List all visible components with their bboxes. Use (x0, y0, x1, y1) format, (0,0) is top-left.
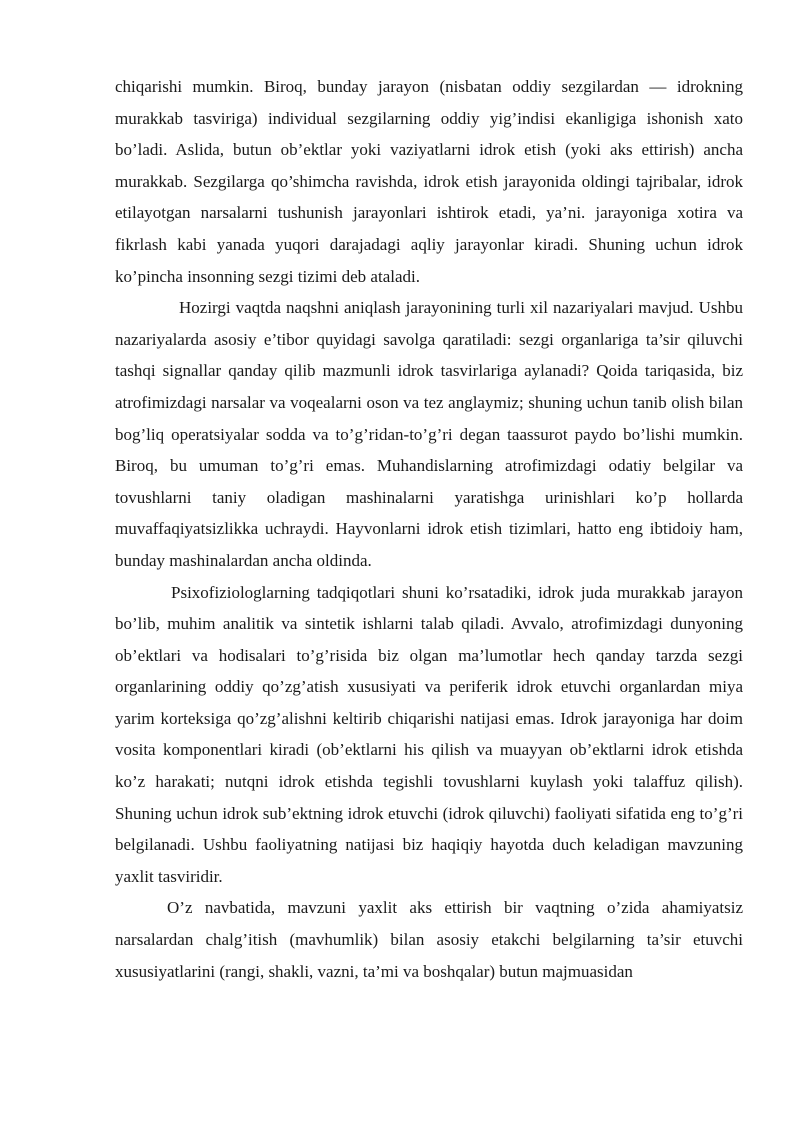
paragraph-pattern-recognition: Hozirgi vaqtda naqshni aniqlash jarayonining turli xil nazariyalari mavjud. Ushbu nazariyalarda asosiy e’tibor quyidagi savolga qaratiladi: sezgi organlariga ta’sir qiluvchi tashqi signallar qanday qilib mazmunli idrok tasvirlariga aylanadi? Qoida tariqasida, biz atrofimizdagi narsalar va voqealarni oson va tez anglaymiz; shuning uchun tanib olish bilan bog’liq operatsiyalar sodda va to’g’ridan-to’g’ri degan taassurot paydo bo’lishi mumkin. Biroq, bu umuman to’g’ri emas. Muhandislarning atrofimizdagi odatiy belgilar va tovushlarni taniy oladigan mashinalarni yaratishga urinishlari ko’p hollarda muvaffaqiyatsizlikka uchraydi. Hayvonlarni idrok etish tizimlari, hatto eng ibtidoiy ham, bunday mashinalardan ancha oldinda. (115, 298, 743, 570)
document-page (115, 71, 743, 987)
paragraph-holistic-reflection: O’z navbatida, mavzuni yaxlit aks ettirish bir vaqtning o’zida ahamiyatsiz narsalardan chalg’itish (mavhumlik) bilan asosiy etakchi belgilarning ta’sir etuvchi xususiyatlarini (rangi, shakli, vazni, ta’mi va boshqalar) butun majmuasidan (115, 898, 743, 981)
paragraph-psychophysiology: Psixofiziologlarning tadqiqotlari shuni ko’rsatadiki, idrok juda murakkab jarayon bo’lib, muhim analitik va sintetik ishlarni talab qiladi. Avvalo, atrofimizdagi dunyoning ob’ektlari va hodisalari to’g’risida biz olgan ma’lumotlar hech qanday tarzda sezgi organlarining oddiy qo’zg’atish xususiyati va periferik idrok etuvchi organlardan miya yarim korteksiga qo’zg’alishni keltirib chiqarishi natijasi emas. Idrok jarayoniga har doim vosita komponentlari kiradi (ob’ektlarni his qilish va muayyan ob’ektlarni idrok etishda ko’z harakati; nutqni idrok etishda tegishli tovushlarni kuylash yoki talaffuz qilish). Shuning uchun idrok sub’ektning idrok etuvchi (idrok qiluvchi) faoliyati sifatida eng to’g’ri belgilanadi. Ushbu faoliyatning natijasi biz haqiqiy hayotda duch keladigan mavzuning yaxlit tasviridir. (115, 582, 743, 886)
paragraph-continuation: chiqarishi mumkin. Biroq, bunday jarayon (nisbatan oddiy sezgilardan — idrokning murakkab tasviriga) individual sezgilarning oddiy yig’indisi ekanligiga ishonish xato bo’ladi. Aslida, butun ob’ektlar yoki vaziyatlarni idrok etish (yoki aks ettirish) ancha murakkab. Sezgilarga qo’shimcha ravishda, idrok etish jarayonida oldingi tajribalar, idrok etilayotgan narsalarni tushunish jarayonlari ishtirok etadi, ya’ni. jarayoniga xotira va fikrlash kabi yanada yuqori darajadagi aqliy jarayonlar kiradi. Shuning uchun idrok ko’pincha insonning sezgi tizimi deb ataladi. (115, 77, 743, 286)
